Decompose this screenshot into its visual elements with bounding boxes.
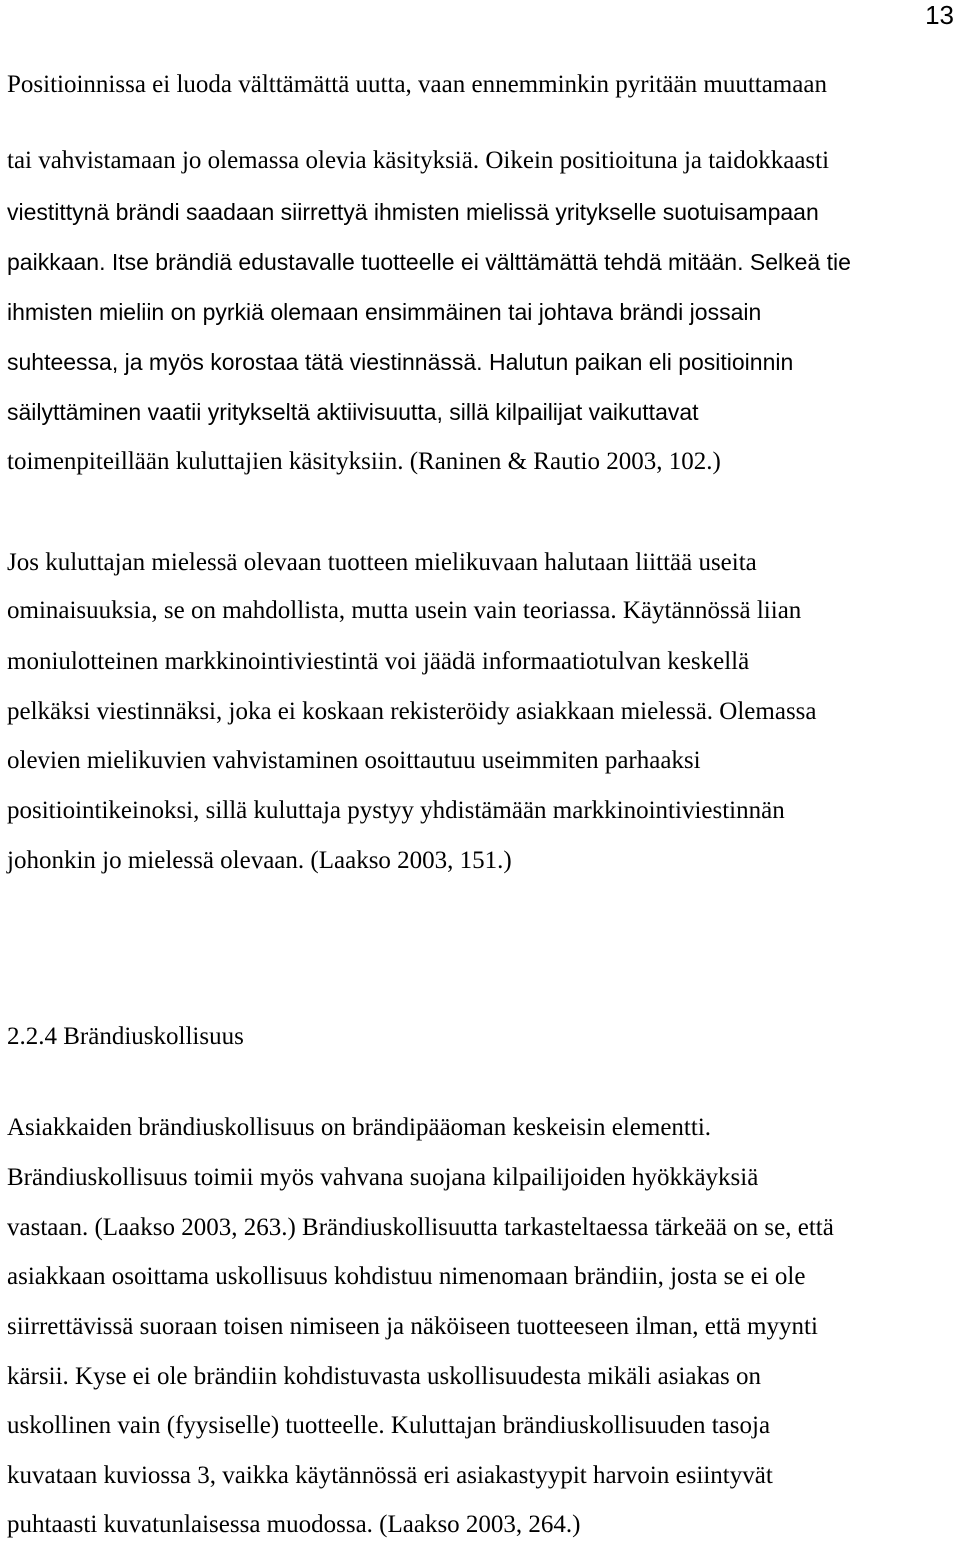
text-line: olevien mielikuvien vahvistaminen osoittautuu useimmiten parhaaksi [7, 747, 701, 774]
text-line: suhteessa, ja myös korostaa tätä viestinnässä. Halutun paikan eli positioinnin [7, 349, 794, 375]
page-number: 13 [925, 0, 954, 30]
text-line: viestittynä brändi saadaan siirrettyä ihmisten mielissä yritykselle suotuisampaan [7, 199, 819, 225]
text-line: positiointikeinoksi, sillä kuluttaja pystyy yhdistämään markkinointiviestinnän [7, 797, 785, 824]
text-line: ominaisuuksia, se on mahdollista, mutta usein vain teoriassa. Käytännössä liian [7, 597, 802, 624]
text-line: Asiakkaiden brändiuskollisuus on brändipääoman keskeisin elementti. [7, 1114, 712, 1141]
text-line: siirrettävissä suoraan toisen nimiseen ja näköiseen tuotteeseen ilman, että myynti [7, 1313, 818, 1340]
text-line: ihmisten mieliin on pyrkiä olemaan ensimmäinen tai johtava brändi jossain [7, 299, 762, 325]
text-line: vastaan. (Laakso 2003, 263.) Brändiuskollisuutta tarkasteltaessa tärkeää on se, että [7, 1214, 834, 1241]
text-line: Jos kuluttajan mielessä olevaan tuotteen mielikuvaan halutaan liittää useita [7, 549, 757, 576]
text-line: moniulotteinen markkinointiviestintä voi jäädä informaatiotulvan keskellä [7, 648, 750, 675]
section-heading: 2.2.4 Brändiuskollisuus [7, 1023, 244, 1050]
text-line: paikkaan. Itse brändiä edustavalle tuotteelle ei välttämättä tehdä mitään. Selkeä tie [7, 249, 851, 275]
text-line: säilyttäminen vaatii yritykseltä aktiivisuutta, sillä kilpailijat vaikuttavat [7, 399, 699, 425]
text-line: uskollinen vain (fyysiselle) tuotteelle. Kuluttajan brändiuskollisuuden tasoja [7, 1412, 771, 1439]
text-line: toimenpiteillään kuluttajien käsityksiin. (Raninen & Rautio 2003, 102.) [7, 448, 721, 475]
text-line: johonkin jo mielessä olevaan. (Laakso 2003, 151.) [7, 847, 512, 874]
text-line: pelkäksi viestinnäksi, joka ei koskaan rekisteröidy asiakkaan mielessä. Olemassa [7, 698, 817, 725]
text-line: kuvataan kuviossa 3, vaikka käytännössä eri asiakastyypit harvoin esiintyvät [7, 1462, 773, 1489]
text-line: Brändiuskollisuus toimii myös vahvana suojana kilpailijoiden hyökkäyksiä [7, 1164, 759, 1191]
text-line: puhtaasti kuvatunlaisessa muodossa. (Laakso 2003, 264.) [7, 1511, 581, 1538]
text-line: asiakkaan osoittama uskollisuus kohdistuu nimenomaan brändiin, josta se ei ole [7, 1263, 806, 1290]
text-line: Positioinnissa ei luoda välttämättä uutta, vaan ennemminkin pyritään muuttamaan [7, 71, 827, 98]
text-line: kärsii. Kyse ei ole brändiin kohdistuvasta uskollisuudesta mikäli asiakas on [7, 1363, 762, 1390]
text-line: tai vahvistamaan jo olemassa olevia käsityksiä. Oikein positioituna ja taidokkaasti [7, 147, 830, 174]
